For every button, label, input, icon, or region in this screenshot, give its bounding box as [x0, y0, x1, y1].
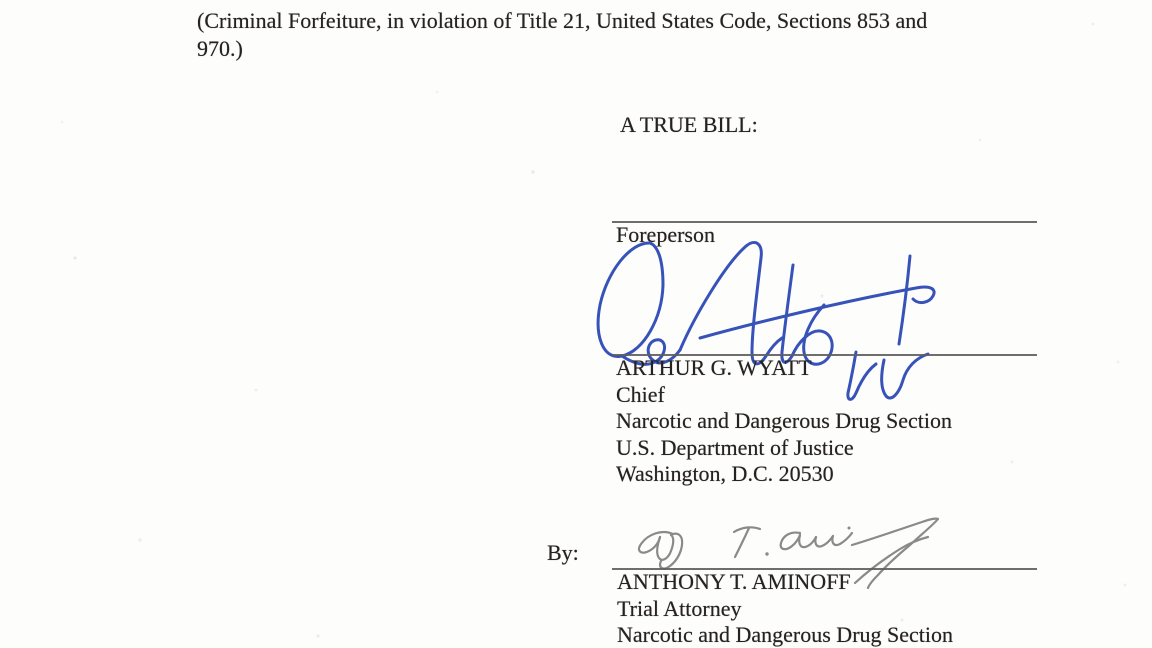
wyatt-signature-block — [616, 355, 952, 488]
charge-description-line-2: 970.) — [197, 36, 243, 61]
charge-description-line-1: (Criminal Forfeiture, in violation of Title 21, United States Code, Sections 853 and — [197, 8, 928, 33]
aminoff-signature-block — [617, 569, 953, 648]
wyatt-org-city: Washington, D.C. 20530 — [616, 461, 834, 486]
aminoff-org: Narcotic and Dangerous Drug Section — [617, 622, 954, 647]
wyatt-title: Chief — [616, 381, 665, 407]
aminoff-name: ANTHONY T. AMINOFF — [617, 569, 851, 594]
wyatt-org-section: Narcotic and Dangerous Drug Section — [616, 408, 953, 433]
foreperson-label: Foreperson — [616, 222, 715, 247]
charge-description-paragraph — [197, 7, 927, 63]
wyatt-org-department: U.S. Department of Justice — [616, 434, 854, 460]
true-bill-heading: A TRUE BILL: — [620, 112, 758, 137]
wyatt-name: ARTHUR G. WYATT — [616, 355, 812, 380]
by-label: By: — [547, 540, 579, 565]
aminoff-title: Trial Attorney — [617, 595, 742, 621]
